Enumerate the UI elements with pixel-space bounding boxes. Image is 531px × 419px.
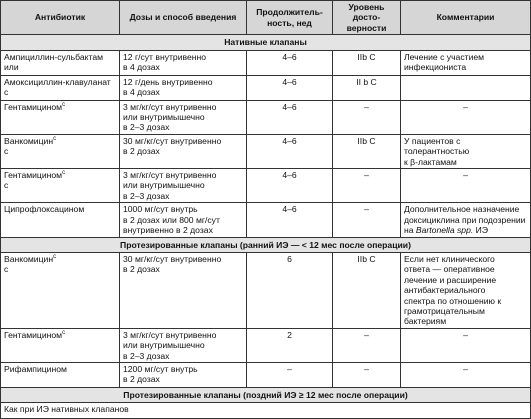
evidence-cell: II b C [333, 75, 401, 100]
dose-cell: 12 г/сут внутривенно в 4 дозах [120, 50, 247, 75]
table-row [1, 75, 531, 100]
comment-cell [401, 203, 531, 237]
duration-cell: 4–6 [247, 134, 333, 168]
drug-cell [1, 362, 120, 387]
dose-cell: 12 г/день внутривенно в 4 дозах [120, 75, 247, 100]
late-note-cell: Как при ИЭ нативных клапанов [1, 403, 531, 419]
dose-cell: 1200 мг/сут внутрь в 2 дозах [120, 362, 247, 387]
drug-cell [1, 169, 120, 203]
duration-cell: 2 [247, 328, 333, 362]
comment-text-end: ИЭ [473, 225, 488, 236]
drug-name: Ванкомицин [4, 253, 54, 264]
section-title-early: Протезированные клапаны (ранний ИЭ — < 12 мес после операции) [1, 237, 531, 252]
drug-cell [1, 100, 120, 134]
header-comments: Комментарии [401, 1, 531, 35]
evidence-cell: – [333, 100, 401, 134]
comment-cell: – [401, 169, 531, 203]
drug-name: Гентамицином [4, 170, 63, 181]
table-row [1, 362, 531, 387]
table-row [1, 328, 531, 362]
table-row [1, 403, 531, 419]
table-row [1, 50, 531, 75]
drug-connector: с [4, 264, 9, 275]
drug-name: Ампициллин-сульбактам или [4, 51, 104, 73]
duration-cell: 4–6 [247, 203, 333, 237]
drug-name: Рифампицином [4, 363, 67, 374]
drug-cell [1, 75, 120, 100]
comment-cell: – [401, 328, 531, 362]
drug-cell [1, 50, 120, 75]
duration-cell: 4–6 [247, 50, 333, 75]
comment-cell: У пациентов с толерантностью к β-лактамам [401, 134, 531, 168]
evidence-cell: IIb C [333, 50, 401, 75]
evidence-cell: IIb C [333, 252, 401, 328]
header-evidence-level: Уровень досто- верности [333, 1, 401, 35]
section-title-late: Протезированные клапаны (поздний ИЭ ≥ 12 мес после операции) [1, 387, 531, 402]
section-title-native: Нативные клапаны [1, 35, 531, 50]
drug-cell [1, 328, 120, 362]
dose-cell: 3 мг/кг/сут внутривенно или внутримышечно в 2–3 дозах [120, 100, 247, 134]
footnote-mark: c [62, 329, 66, 336]
dose-cell: 3 мг/кг/сут внутривенно или внутримышечно в 2–3 дозах [120, 328, 247, 362]
dose-cell: 30 мг/кг/сут внутривенно в 2 дозах [120, 252, 247, 328]
dose-cell: 3 мг/кг/сут внутривенно или внутримышечно в 2–3 дозах [120, 169, 247, 203]
footnote-mark: c [62, 170, 66, 177]
duration-cell: 6 [247, 252, 333, 328]
header-duration: Продолжитель- ность, нед [247, 1, 333, 35]
drug-name: Ванкомицин [4, 135, 54, 146]
header-dose: Дозы и способ введения [120, 1, 247, 35]
evidence-cell: – [333, 203, 401, 237]
footnote-mark: c [53, 254, 57, 261]
footnote-mark: c [62, 101, 66, 108]
comment-cell: – [401, 100, 531, 134]
comment-cell: – [401, 362, 531, 387]
comment-text: Дополнительное назначение доксициклина при подозрении на [404, 204, 526, 236]
comment-cell [401, 75, 531, 100]
duration-cell: – [247, 362, 333, 387]
table-row [1, 134, 531, 168]
header-antibiotic: Антибиотик [1, 1, 120, 35]
drug-connector: с [4, 180, 9, 191]
section-row-late [1, 387, 531, 402]
evidence-cell: IIb C [333, 134, 401, 168]
drug-connector: с [4, 146, 9, 157]
duration-cell: 4–6 [247, 75, 333, 100]
drug-cell [1, 134, 120, 168]
duration-cell: 4–6 [247, 169, 333, 203]
duration-cell: 4–6 [247, 100, 333, 134]
section-row-early [1, 237, 531, 252]
drug-name: Ципрофлоксацином [4, 204, 85, 215]
comment-cell: Если нет клинического ответа — оперативное лечение и расширение антибактериального спектра по отношению к грамотрицательным бактериям [401, 252, 531, 328]
evidence-cell: – [333, 362, 401, 387]
drug-name: Гентамицином [4, 101, 63, 112]
comment-organism: Bartonella spp. [415, 225, 474, 236]
header-row [1, 1, 531, 35]
drug-cell [1, 252, 120, 328]
comment-cell: Лечение с участием инфекциониста [401, 50, 531, 75]
drug-name: Гентамицином [4, 329, 63, 340]
evidence-cell: – [333, 169, 401, 203]
section-row-native [1, 35, 531, 50]
table-row [1, 203, 531, 237]
footnote-mark: c [53, 135, 57, 142]
dose-cell: 30 мг/кг/сут внутривенно в 2 дозах [120, 134, 247, 168]
table-row [1, 169, 531, 203]
evidence-cell: – [333, 328, 401, 362]
drug-name: Амоксициллин-клавуланат с [4, 76, 111, 98]
drug-cell [1, 203, 120, 237]
dose-cell: 1000 мг/сут внутрь в 2 дозах или 800 мг/сут внутривенно в 2 дозах [120, 203, 247, 237]
table-row [1, 100, 531, 134]
table-row [1, 252, 531, 328]
